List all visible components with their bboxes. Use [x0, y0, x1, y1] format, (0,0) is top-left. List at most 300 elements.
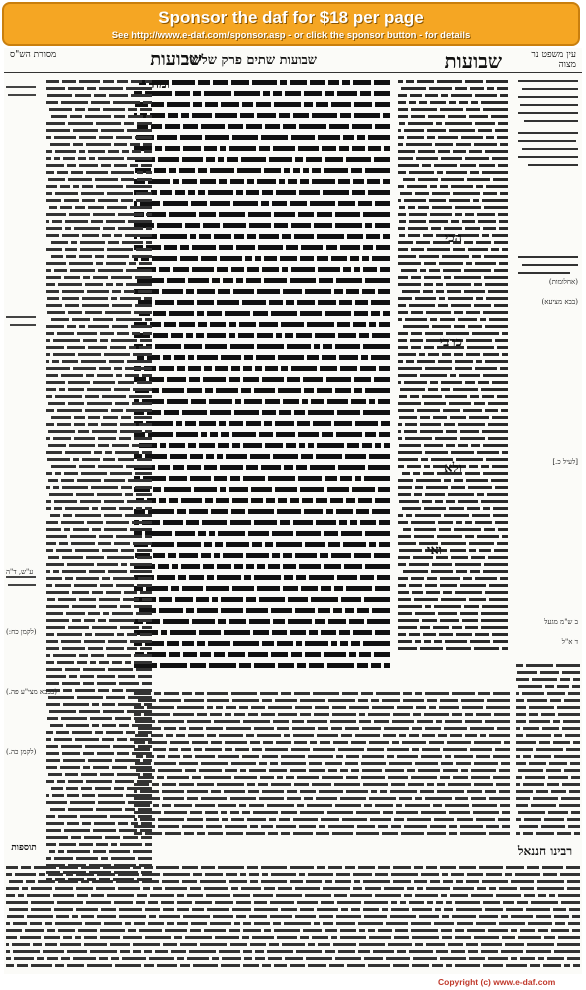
- text-line-segment: [406, 80, 414, 83]
- text-line-segment: [198, 80, 210, 85]
- text-line-segment: [103, 866, 130, 869]
- text-line-segment: [494, 241, 508, 244]
- text-line-segment: [456, 143, 471, 146]
- text-line-segment: [516, 664, 523, 667]
- text-line-segment: [293, 818, 318, 821]
- text-line-segment: [354, 388, 362, 393]
- text-line-segment: [470, 727, 494, 730]
- sponsor-banner[interactable]: [2, 2, 580, 46]
- text-line-segment: [475, 633, 489, 636]
- text-line-segment: [435, 908, 441, 911]
- text-line-segment: [466, 943, 478, 946]
- text-line-segment: [442, 255, 469, 258]
- text-line-segment: [316, 498, 327, 503]
- text-line-segment: [103, 612, 109, 615]
- text-line-segment: [412, 908, 432, 911]
- text-line-segment: [483, 192, 497, 195]
- text-line-segment: [334, 289, 343, 294]
- text-line-segment: [498, 122, 508, 125]
- text-line-segment: [516, 741, 536, 744]
- text-line-segment: [102, 738, 114, 741]
- text-line-segment: [462, 220, 475, 223]
- text-line-segment: [221, 432, 229, 437]
- text-line-segment: [262, 190, 273, 195]
- sponsor-subtitle[interactable]: See http://www.e-daf.com/sponsor.asp - or click the sponsor button - for details: [111, 30, 471, 41]
- text-line-segment: [321, 586, 331, 591]
- text-line-segment: [80, 241, 105, 244]
- text-line-segment: [262, 410, 276, 415]
- text-line-segment: [516, 720, 526, 723]
- text-line-segment: [308, 755, 333, 758]
- text-line-segment: [162, 880, 179, 883]
- text-line-segment: [127, 360, 152, 363]
- text-line-segment: [369, 322, 376, 327]
- text-line-segment: [235, 748, 249, 751]
- text-line-segment: [327, 663, 354, 668]
- text-line-segment: [58, 283, 82, 286]
- text-line-segment: [486, 458, 508, 461]
- text-line-segment: [255, 256, 261, 261]
- text-line-segment: [62, 682, 80, 685]
- text-line-segment: [80, 500, 101, 503]
- text-line-segment: [419, 101, 427, 104]
- text-line-segment: [306, 157, 322, 162]
- text-line-segment: [549, 762, 567, 765]
- text-line-segment: [484, 563, 508, 566]
- text-line-segment: [65, 304, 79, 307]
- text-line-segment: [420, 416, 430, 419]
- text-line-segment: [398, 367, 422, 370]
- text-line-segment: [412, 591, 423, 594]
- text-line-segment: [98, 444, 109, 447]
- text-line-segment: [169, 212, 196, 217]
- text-line-segment: [484, 255, 508, 258]
- text-line-segment: [425, 584, 437, 587]
- text-line-segment: [294, 234, 314, 239]
- text-line-segment: [438, 734, 447, 737]
- text-line-segment: [443, 409, 460, 412]
- text-line-segment: [96, 185, 123, 188]
- text-line-segment: [502, 353, 508, 356]
- text-line-segment: [425, 367, 452, 370]
- text-line-segment: [98, 269, 123, 272]
- text-line-segment: [175, 91, 190, 96]
- text-line-segment: [568, 692, 580, 695]
- text-line-segment: [50, 143, 70, 146]
- text-line-segment: [62, 234, 79, 237]
- text-line-segment: [112, 689, 123, 692]
- text-line-segment: [262, 964, 271, 967]
- text-line-segment: [228, 124, 243, 129]
- text-line-segment: [311, 597, 338, 602]
- text-line-segment: [415, 640, 421, 643]
- text-line-segment: [209, 399, 232, 404]
- text-line-segment: [48, 402, 65, 405]
- text-line-segment: [214, 234, 231, 239]
- text-line-segment: [88, 612, 100, 615]
- text-line-segment: [127, 500, 152, 503]
- text-line-segment: [181, 564, 200, 569]
- text-line-segment: [343, 135, 354, 140]
- text-line-segment: [391, 825, 401, 828]
- text-line-segment: [98, 157, 124, 160]
- text-line-segment: [503, 901, 514, 904]
- text-line-segment: [248, 212, 271, 217]
- text-line-segment: [143, 143, 152, 146]
- text-line-segment: [311, 399, 324, 404]
- text-line-segment: [516, 832, 520, 835]
- text-line-segment: [523, 832, 533, 835]
- text-line-segment: [365, 887, 381, 890]
- text-line-segment: [230, 476, 240, 481]
- text-line-segment: [224, 630, 250, 635]
- text-line-segment: [449, 129, 475, 132]
- text-line-segment: [440, 699, 458, 702]
- text-line-segment: [316, 454, 342, 459]
- text-line-segment: [415, 192, 429, 195]
- text-line-segment: [553, 908, 566, 911]
- text-line-segment: [421, 873, 439, 876]
- text-line-segment: [64, 472, 78, 475]
- text-line-segment: [462, 706, 483, 709]
- text-line-segment: [162, 783, 176, 786]
- text-line-segment: [93, 829, 116, 832]
- text-line-segment: [152, 783, 159, 786]
- text-line-segment: [95, 633, 114, 636]
- text-line-segment: [495, 129, 508, 132]
- text-line-segment: [122, 241, 143, 244]
- text-line-segment: [434, 922, 454, 925]
- text-line-segment: [61, 717, 87, 720]
- text-line-segment: [465, 381, 475, 384]
- text-line-segment: [201, 866, 215, 869]
- text-line-segment: [275, 421, 294, 426]
- lower-commentary: [132, 688, 512, 838]
- text-line-segment: [195, 755, 215, 758]
- dibbur-hamatchil-velo: ולא: [444, 461, 462, 476]
- text-line-segment: [134, 783, 149, 786]
- text-line-segment: [314, 344, 320, 349]
- text-line-segment: [269, 300, 283, 305]
- text-line-segment: [220, 256, 242, 261]
- text-line-segment: [315, 619, 325, 624]
- text-line-segment: [499, 227, 508, 230]
- text-line-segment: [314, 922, 320, 925]
- text-line-segment: [135, 720, 155, 723]
- text-line-segment: [102, 703, 115, 706]
- text-line-segment: [417, 360, 435, 363]
- text-line-segment: [206, 727, 223, 730]
- text-line-segment: [566, 748, 580, 751]
- text-line-segment: [451, 220, 459, 223]
- text-line-segment: [378, 825, 388, 828]
- text-line-segment: [424, 640, 431, 643]
- text-line-segment: [372, 333, 390, 338]
- text-line-segment: [567, 880, 580, 883]
- text-line-segment: [57, 901, 83, 904]
- text-line-segment: [567, 887, 580, 890]
- text-line-segment: [460, 430, 479, 433]
- page-header: [4, 48, 582, 73]
- text-line-segment: [82, 822, 91, 825]
- text-line-segment: [246, 564, 254, 569]
- text-line-segment: [464, 605, 479, 608]
- text-line-segment: [334, 783, 360, 786]
- text-line-segment: [46, 829, 61, 832]
- text-line-segment: [191, 399, 206, 404]
- text-line-segment: [309, 630, 318, 635]
- text-line-segment: [72, 605, 96, 608]
- text-line-segment: [475, 262, 496, 265]
- text-line-segment: [455, 591, 482, 594]
- text-line-segment: [47, 297, 59, 300]
- text-line-segment: [182, 880, 197, 883]
- text-line-segment: [445, 755, 451, 758]
- text-line-segment: [226, 454, 247, 459]
- text-line-segment: [403, 699, 424, 702]
- text-line-segment: [297, 421, 310, 426]
- text-line-segment: [298, 146, 319, 151]
- text-line-segment: [68, 402, 84, 405]
- text-line-segment: [83, 766, 90, 769]
- text-line-segment: [46, 234, 59, 237]
- text-line-segment: [136, 668, 152, 671]
- text-line-segment: [424, 507, 446, 510]
- text-line-segment: [277, 776, 283, 779]
- text-line-segment: [444, 276, 451, 279]
- text-line-segment: [357, 825, 375, 828]
- text-line-segment: [548, 811, 568, 814]
- text-line-segment: [257, 179, 276, 184]
- text-line-segment: [430, 101, 446, 104]
- text-line-segment: [138, 699, 156, 702]
- text-line-segment: [231, 509, 245, 514]
- text-line-segment: [134, 311, 152, 314]
- text-line-segment: [541, 713, 555, 716]
- text-line-segment: [328, 80, 339, 85]
- text-line-segment: [267, 804, 294, 807]
- text-line-segment: [398, 612, 412, 615]
- text-line-segment: [427, 129, 446, 132]
- text-line-segment: [76, 857, 98, 860]
- text-line-segment: [365, 223, 372, 228]
- text-line-segment: [467, 507, 480, 510]
- text-line-segment: [285, 333, 293, 338]
- text-line-segment: [402, 507, 421, 510]
- text-line-segment: [65, 773, 78, 776]
- text-line-segment: [46, 766, 57, 769]
- text-line-segment: [259, 597, 285, 602]
- text-line-segment: [222, 957, 241, 960]
- text-line-segment: [62, 80, 76, 83]
- text-line-segment: [464, 241, 473, 244]
- text-line-segment: [482, 430, 508, 433]
- text-line-segment: [446, 171, 467, 174]
- text-line-segment: [99, 598, 120, 601]
- text-line-segment: [407, 136, 424, 139]
- text-line-segment: [72, 731, 92, 734]
- text-line-segment: [469, 957, 485, 960]
- text-line-segment: [427, 136, 435, 139]
- text-line-segment: [567, 818, 580, 821]
- text-line-segment: [398, 542, 416, 545]
- text-line-segment: [144, 150, 152, 153]
- text-line-segment: [67, 164, 76, 167]
- text-line-segment: [259, 322, 278, 327]
- text-line-segment: [336, 873, 350, 876]
- text-line-segment: [115, 402, 129, 405]
- text-line-segment: [202, 520, 227, 525]
- text-line-segment: [240, 769, 246, 772]
- text-line-segment: [273, 720, 289, 723]
- text-line-segment: [374, 91, 390, 96]
- text-line-segment: [244, 575, 251, 580]
- text-line-segment: [411, 776, 437, 779]
- text-line-segment: [486, 706, 510, 709]
- text-line-segment: [351, 641, 360, 646]
- text-line-segment: [323, 344, 332, 349]
- text-line-segment: [248, 509, 274, 514]
- text-line-segment: [524, 894, 535, 897]
- text-line-segment: [299, 443, 305, 448]
- text-line-segment: [184, 344, 202, 349]
- text-line-segment: [295, 706, 312, 709]
- text-line-segment: [242, 811, 250, 814]
- text-line-segment: [206, 825, 222, 828]
- text-line-segment: [46, 521, 58, 524]
- text-line-segment: [350, 894, 372, 897]
- text-line-segment: [244, 355, 253, 360]
- text-line-segment: [365, 564, 390, 569]
- text-line-segment: [102, 549, 118, 552]
- text-line-segment: [6, 922, 10, 925]
- text-line-segment: [77, 696, 103, 699]
- text-line-segment: [497, 395, 508, 398]
- text-line-segment: [486, 185, 508, 188]
- text-line-segment: [193, 102, 202, 107]
- text-line-segment: [340, 245, 360, 250]
- text-line-segment: [471, 894, 493, 897]
- text-line-segment: [367, 619, 390, 624]
- text-line-segment: [275, 699, 297, 702]
- text-line-segment: [192, 245, 216, 250]
- text-line-segment: [409, 101, 416, 104]
- text-line-segment: [118, 887, 140, 890]
- text-line-segment: [234, 91, 260, 96]
- text-line-segment: [327, 487, 349, 492]
- text-line-segment: [62, 486, 88, 489]
- text-line-segment: [66, 787, 78, 790]
- text-line-segment: [426, 887, 450, 890]
- text-line-segment: [99, 87, 123, 90]
- text-line-segment: [117, 332, 129, 335]
- text-line-segment: [117, 633, 124, 636]
- text-line-segment: [46, 80, 59, 83]
- text-line-segment: [567, 957, 580, 960]
- text-line-segment: [500, 94, 508, 97]
- text-line-segment: [340, 641, 348, 646]
- text-line-segment: [258, 245, 283, 250]
- text-line-segment: [492, 381, 508, 384]
- text-line-segment: [85, 633, 92, 636]
- text-line-segment: [500, 367, 508, 370]
- text-line-segment: [355, 300, 368, 305]
- text-line-segment: [454, 755, 473, 758]
- text-line-segment: [493, 178, 508, 181]
- text-line-segment: [229, 377, 240, 382]
- text-line-segment: [459, 101, 468, 104]
- text-line-segment: [305, 289, 331, 294]
- copyright-notice[interactable]: Copyright (c) www.e-daf.com: [438, 977, 556, 987]
- text-line-segment: [136, 192, 152, 195]
- text-line-segment: [353, 80, 371, 85]
- text-line-segment: [483, 507, 490, 510]
- text-line-segment: [104, 353, 130, 356]
- text-line-segment: [442, 915, 449, 918]
- text-line-segment: [118, 822, 128, 825]
- text-line-segment: [304, 91, 322, 96]
- text-line-segment: [104, 479, 125, 482]
- text-line-segment: [474, 741, 501, 744]
- text-line-segment: [205, 748, 222, 751]
- text-line-segment: [434, 164, 457, 167]
- text-line-segment: [294, 783, 309, 786]
- text-line-segment: [157, 575, 175, 580]
- text-line-segment: [218, 619, 226, 624]
- text-line-segment: [153, 887, 162, 890]
- text-line-segment: [375, 223, 390, 228]
- text-line-segment: [494, 269, 508, 272]
- text-line-segment: [142, 451, 152, 454]
- text-line-segment: [436, 122, 442, 125]
- text-line-segment: [300, 908, 314, 911]
- text-line-segment: [318, 943, 330, 946]
- text-line-segment: [481, 619, 508, 622]
- gemara-column: [132, 76, 392, 676]
- text-line-segment: [291, 366, 317, 371]
- text-line-segment: [540, 671, 559, 674]
- text-line-segment: [545, 685, 554, 688]
- text-line-segment: [209, 531, 215, 536]
- text-line-segment: [318, 300, 336, 305]
- text-line-segment: [420, 423, 441, 426]
- text-line-segment: [489, 797, 510, 800]
- rabbeinu-chananel-text: [514, 660, 582, 840]
- text-line-segment: [398, 584, 406, 587]
- text-line-segment: [223, 278, 233, 283]
- text-line-segment: [195, 692, 204, 695]
- text-line-segment: [406, 514, 412, 517]
- text-line-segment: [125, 367, 152, 370]
- text-line-segment: [359, 652, 371, 657]
- text-line-segment: [46, 248, 62, 251]
- text-line-segment: [489, 584, 508, 587]
- text-line-segment: [398, 108, 408, 111]
- text-line-segment: [257, 344, 284, 349]
- text-line-segment: [349, 706, 369, 709]
- text-line-segment: [177, 300, 194, 305]
- text-line-segment: [223, 223, 246, 228]
- text-line-segment: [398, 262, 421, 265]
- text-line-segment: [441, 894, 447, 897]
- text-line-segment: [114, 115, 125, 118]
- text-line-segment: [160, 663, 187, 668]
- text-line-segment: [120, 423, 136, 426]
- text-line-segment: [145, 535, 152, 538]
- text-line-segment: [103, 416, 118, 419]
- text-line-segment: [443, 769, 458, 772]
- text-line-segment: [138, 290, 152, 293]
